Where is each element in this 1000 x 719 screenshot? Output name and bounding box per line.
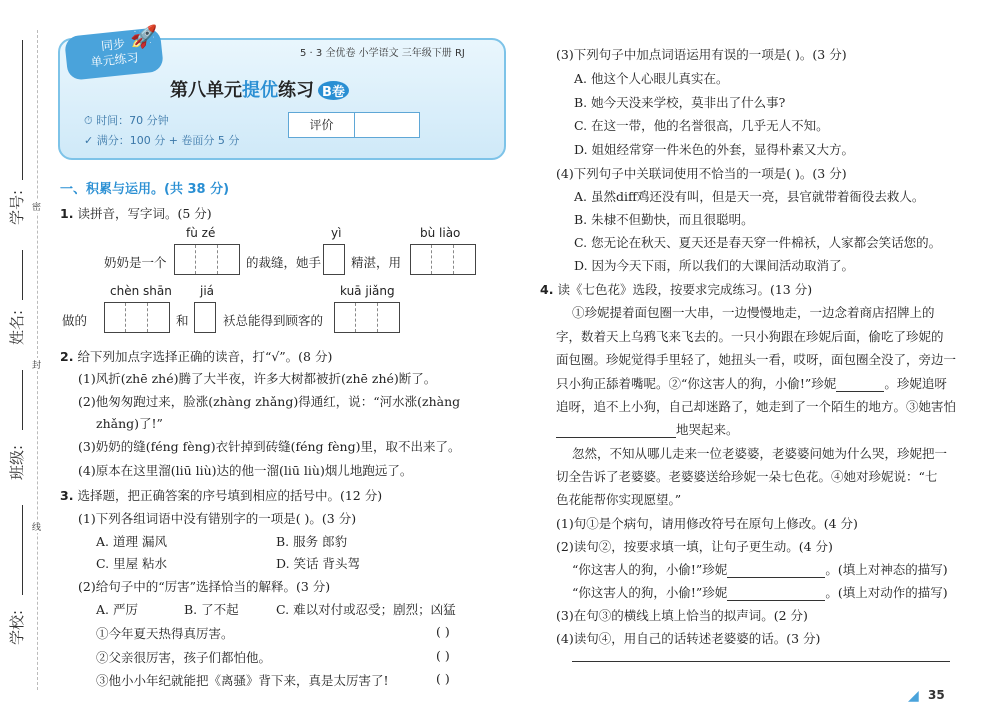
q2-prompt xyxy=(60,347,332,365)
q3-sub1-optD[interactable]: D. 笑话 背头驾 xyxy=(276,556,360,571)
q4-task2b xyxy=(572,583,948,601)
q3-sub2-optC[interactable]: C. 难以对付或忍受；剧烈；凶猛 xyxy=(276,602,456,617)
q3-sub2-item3: ③他小小年纪就能把《离骚》背下来，真是太厉害了! xyxy=(96,673,389,688)
onomatopoeia-blank[interactable] xyxy=(556,422,676,438)
q3-sub1-optB[interactable]: B. 服务 郎豹 xyxy=(276,534,348,549)
q2-item4: (4)原本在这里溜(liū liù)达的他一溜(liū liù)烟儿地跑远了。 xyxy=(78,463,413,478)
binding-margin xyxy=(0,0,55,719)
sentence2-blank[interactable] xyxy=(836,376,884,392)
q4-text: 读《七色花》选段，按要求完成练习。(13 分) xyxy=(557,282,813,297)
seal-mark-feng: 封 xyxy=(32,358,41,371)
q3-sub4: (4)下列句子中关联词使用不恰当的一项是( )。(3 分) xyxy=(556,166,847,181)
pinyin-kuajiang: kuā jiǎng xyxy=(340,284,395,298)
q1-line1c: 精湛，用 xyxy=(351,255,402,270)
q1-number: 1. xyxy=(60,206,74,221)
q1-prompt xyxy=(60,204,212,222)
buliao-writing-grid[interactable] xyxy=(410,244,476,275)
section1-heading: 一、积累与运用。(共 38 分) xyxy=(60,182,230,197)
q4-prompt xyxy=(540,280,812,298)
time-info xyxy=(84,112,169,128)
q3-sub4-optA[interactable]: A. 虽然diff鸡还没有叫，但是天一亮，县官就带着衙役去救人。 xyxy=(574,189,925,204)
passage-line4-b: 。珍妮追呀 xyxy=(884,376,947,391)
q3-sub2-item2: ②父亲很厉害，孩子们都怕他。 xyxy=(96,650,272,665)
q4-task2b-hint: 。(填上对动作的描写) xyxy=(825,585,948,600)
student-number-blank[interactable] xyxy=(22,40,23,180)
q4-task4: (4)读句④，用自己的话转述老婆婆的话。(3 分) xyxy=(556,631,821,646)
class-blank[interactable] xyxy=(22,370,23,430)
q3-sub4-optB[interactable]: B. 朱棣不但勤快，而且很聪明。 xyxy=(574,212,754,227)
pinyin-jia: jiá xyxy=(200,284,215,298)
jia-writing-grid[interactable] xyxy=(194,302,216,333)
publisher-info: 5 · 3 全优卷 小学语文 三年级下册 RJ xyxy=(300,48,465,59)
passage-line1: ①珍妮提着面包圈一大串，一边慢慢地走，一边念着商店招牌上的 xyxy=(572,305,935,320)
yi-writing-grid[interactable] xyxy=(323,244,345,275)
q1-line2a: 做的 xyxy=(62,313,88,328)
q2-item1: (1)风折(zhē zhé)腾了大半夜，许多大树都被折(zhē zhé)断了。 xyxy=(78,371,437,386)
q3-sub1: (1)下列各组词语中没有错别字的一项是( )。(3 分) xyxy=(78,511,357,526)
passage-line6-text: 地哭起来。 xyxy=(676,422,739,437)
passage-line2: 字，数着天上乌鸦飞来飞去的。一只小狗跟在珍妮后面，偷吃了珍妮的 xyxy=(556,329,944,344)
q3-sub2-answer1[interactable]: ( ) xyxy=(436,624,450,639)
title-pre: 第八单元 xyxy=(170,80,242,101)
student-number-label: 学号: xyxy=(8,189,26,225)
q3-sub3: (3)下列句子中加点词语运用有误的一项是( )。(3 分) xyxy=(556,47,847,62)
seal-mark-xian: 线 xyxy=(32,520,41,533)
school-blank[interactable] xyxy=(22,505,23,595)
seal-mark-mi: 密 xyxy=(32,200,41,213)
passage2-line2: 切全告诉了老婆婆。老婆婆送给珍妮一朵七色花。④她对珍妮说：“七 xyxy=(556,469,938,484)
passage-line4 xyxy=(556,374,947,392)
clock-icon: ⏱ xyxy=(84,114,97,127)
q3-sub3-optC[interactable]: C. 在这一带，他的名誉很高，几乎无人不知。 xyxy=(574,118,829,133)
q1-line1a: 奶奶是一个 xyxy=(104,255,167,270)
b-badge: B卷 xyxy=(318,81,349,100)
q3-sub4-optC[interactable]: C. 您无论在秋天、夏天还是春天穿一件棉袄，人家都会笑话您的。 xyxy=(574,235,942,250)
q1-line1b: 的裁缝，她手 xyxy=(246,255,322,270)
q4-task2a-hint: 。(填上对神态的描写) xyxy=(825,562,948,577)
q4-task3: (3)在句③的横线上填上恰当的拟声词。(2 分) xyxy=(556,608,808,623)
evaluation-label: 评价 xyxy=(289,113,355,137)
score-text: 满分：100 分 + 卷面分 5 分 xyxy=(96,134,240,147)
action-blank[interactable] xyxy=(727,585,825,601)
time-text: 时间：70 分钟 xyxy=(96,114,169,127)
passage-line6 xyxy=(556,420,739,438)
q3-sub3-optD[interactable]: D. 姐姐经常穿一件米色的外套，显得朴素又大方。 xyxy=(574,142,855,157)
q3-sub1-optA[interactable]: A. 道理 漏风 xyxy=(96,534,167,549)
expression-blank[interactable] xyxy=(727,562,825,578)
rocket-icon: 🚀 xyxy=(130,25,158,50)
check-icon: ✓ xyxy=(84,134,97,147)
badge-line1: 同步 xyxy=(100,36,126,54)
title-highlight: 提优 xyxy=(242,80,278,101)
q3-sub3-optB[interactable]: B. 她今天没来学校，莫非出了什么事? xyxy=(574,95,786,110)
q3-sub2: (2)给句子中的“厉害”选择恰当的解释。(3 分) xyxy=(78,579,331,594)
badge-line2: 单元练习 xyxy=(90,50,140,70)
task4-answer-line[interactable] xyxy=(572,661,950,662)
pinyin-fuze: fù zé xyxy=(186,226,216,240)
q4-task2a xyxy=(572,560,948,578)
q4-task2a-text: “你这害人的狗，小偷!”珍妮 xyxy=(572,562,728,577)
page-badge-icon: ◢ xyxy=(908,688,919,704)
q3-sub2-answer2[interactable]: ( ) xyxy=(436,648,450,663)
q3-sub3-optA[interactable]: A. 他这个人心眼儿真实在。 xyxy=(574,71,729,86)
q2-item3: (3)奶奶的缝(féng fèng)衣针掉到砖缝(féng fèng)里，取不出来了。 xyxy=(78,439,461,454)
chenshan-writing-grid[interactable] xyxy=(104,302,170,333)
q3-number: 3. xyxy=(60,488,74,503)
passage-line5: 追呀，追不上小狗，自己却迷路了，她走到了一个陌生的地方。③她害怕 xyxy=(556,399,957,414)
page-title xyxy=(170,76,349,102)
score-info xyxy=(84,132,239,148)
q2-item2: (2)他匆匆跑过来，脸涨(zhàng zhǎng)得通红，说：“河水涨(zhàng xyxy=(78,394,461,409)
q4-task1: (1)句①是个病句，请用修改符号在原句上修改。(4 分) xyxy=(556,516,858,531)
fuze-writing-grid[interactable] xyxy=(174,244,240,275)
school-label: 学校: xyxy=(8,609,26,645)
q4-number: 4. xyxy=(540,282,554,297)
passage2-line1: 忽然，不知从哪儿走来一位老婆婆，老婆婆问她为什么哭，珍妮把一 xyxy=(572,446,948,461)
name-blank[interactable] xyxy=(22,250,23,300)
q3-sub1-optC[interactable]: C. 里屋 粘水 xyxy=(96,556,168,571)
kuajiang-writing-grid[interactable] xyxy=(334,302,400,333)
q1-line2c: 袄总能得到顾客的 xyxy=(223,313,324,328)
pinyin-buliao: bù liào xyxy=(420,226,461,240)
q2-text: 给下列加点字选择正确的读音，打“√”。(8 分) xyxy=(77,349,333,364)
evaluation-field[interactable] xyxy=(355,113,419,137)
q1-line2b: 和 xyxy=(176,313,189,328)
q3-sub2-answer3[interactable]: ( ) xyxy=(436,671,450,686)
q4-task2: (2)读句②，按要求填一填，让句子更生动。(4 分) xyxy=(556,539,833,554)
pinyin-chenshan: chèn shān xyxy=(110,284,172,298)
q4-task2b-text: “你这害人的狗，小偷!”珍妮 xyxy=(572,585,728,600)
page-number: 35 xyxy=(928,688,945,702)
title-post: 练习 xyxy=(278,80,314,101)
class-label: 班级: xyxy=(8,444,26,480)
q1-text: 读拼音，写字词。(5 分) xyxy=(77,206,212,221)
q3-sub2-item1: ①今年夏天热得真厉害。 xyxy=(96,626,234,641)
q2-number: 2. xyxy=(60,349,74,364)
pinyin-yi: yì xyxy=(331,226,342,240)
q3-prompt xyxy=(60,486,382,504)
name-label: 姓名: xyxy=(8,309,26,345)
passage2-line3: 色花能帮你实现愿望。” xyxy=(556,492,682,507)
q3-sub4-optD[interactable]: D. 因为今天下雨，所以我们的大课间活动取消了。 xyxy=(574,258,855,273)
evaluation-box xyxy=(288,112,420,138)
q3-sub2-optB[interactable]: B. 了不起 xyxy=(184,602,239,617)
q2-item2-cont: zhǎng)了!” xyxy=(96,416,163,431)
q3-sub2-optA[interactable]: A. 严厉 xyxy=(96,602,138,617)
passage-line4-a: 只小狗正舔着嘴呢。②“你这害人的狗，小偷!”珍妮 xyxy=(556,376,837,391)
passage-line3: 面包圈。珍妮觉得手里轻了，她扭头一看，哎呀，面包圈全没了，旁边一 xyxy=(556,352,957,367)
q3-text: 选择题，把正确答案的序号填到相应的括号中。(12 分) xyxy=(77,488,383,503)
